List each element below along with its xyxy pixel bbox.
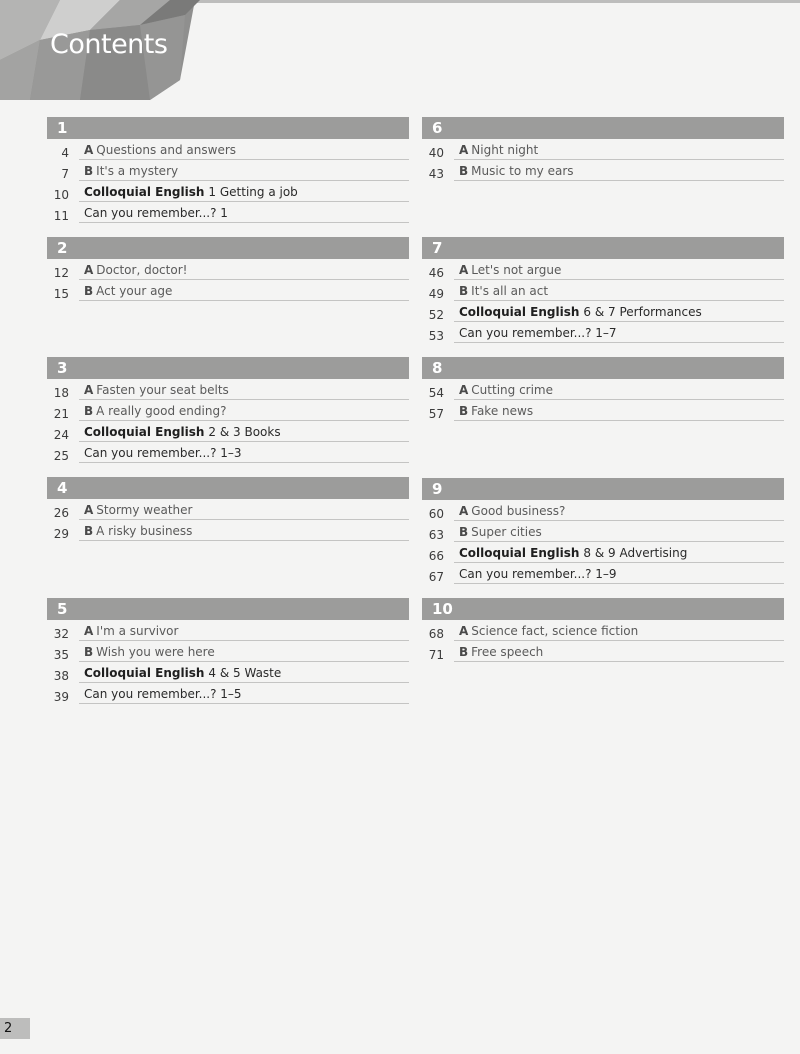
- lesson-letter: B: [84, 164, 94, 178]
- contents-row[interactable]: [422, 301, 784, 322]
- contents-row[interactable]: [422, 620, 784, 641]
- page-ref: 26: [53, 506, 69, 520]
- contents-row[interactable]: [47, 280, 409, 301]
- contents-row[interactable]: [47, 379, 409, 400]
- contents-row[interactable]: [47, 662, 409, 683]
- unit-number: 3: [47, 357, 409, 379]
- contents-row[interactable]: [47, 421, 409, 442]
- lesson-title: Music to my ears: [471, 164, 574, 178]
- page-ref: 43: [428, 167, 444, 181]
- unit-1: [47, 117, 409, 223]
- lesson-title: Fake news: [471, 404, 534, 418]
- contents-row[interactable]: [47, 202, 409, 223]
- lesson-title: Night night: [471, 143, 539, 157]
- lesson-letter: A: [459, 383, 469, 397]
- unit-6: [422, 117, 784, 181]
- page-ref: 12: [53, 266, 69, 280]
- contents-row[interactable]: [422, 400, 784, 421]
- lesson-title: A really good ending?: [96, 404, 227, 418]
- page-ref: 49: [428, 287, 444, 301]
- page-ref: 71: [428, 648, 444, 662]
- contents-row[interactable]: [47, 499, 409, 520]
- unit-number: 10: [422, 598, 784, 620]
- page-ref: 35: [53, 648, 69, 662]
- unit-3: [47, 357, 409, 463]
- page-ref: 39: [53, 690, 69, 704]
- unit-7: [422, 237, 784, 343]
- lesson-title: Can you remember...? 1–3: [79, 442, 409, 463]
- lesson-title: Can you remember...? 1–9: [454, 563, 784, 584]
- page-ref: 4: [61, 146, 69, 160]
- lesson-title: A risky business: [96, 524, 193, 538]
- contents-row[interactable]: [422, 542, 784, 563]
- unit-number: 1: [47, 117, 409, 139]
- lesson-title: 6 & 7 Performances: [583, 305, 702, 319]
- contents-row[interactable]: [422, 641, 784, 662]
- unit-8: [422, 357, 784, 421]
- page-ref: 38: [53, 669, 69, 683]
- unit-number: 8: [422, 357, 784, 379]
- lesson-title: I'm a survivor: [96, 624, 179, 638]
- lesson-letter: A: [84, 263, 94, 277]
- lesson-title: Fasten your seat belts: [96, 383, 229, 397]
- page-ref: 60: [428, 507, 444, 521]
- page-ref: 53: [428, 329, 444, 343]
- section-label: Colloquial English: [84, 185, 205, 199]
- page-ref: 46: [428, 266, 444, 280]
- section-label: Colloquial English: [459, 546, 580, 560]
- contents-row[interactable]: [47, 520, 409, 541]
- page-ref: 63: [428, 528, 444, 542]
- lesson-title: It's all an act: [471, 284, 549, 298]
- page-ref: 52: [428, 308, 444, 322]
- lesson-letter: B: [459, 284, 469, 298]
- section-label: Colloquial English: [84, 425, 205, 439]
- lesson-letter: B: [459, 525, 469, 539]
- lesson-letter: B: [459, 645, 469, 659]
- top-rule: [195, 0, 800, 3]
- lesson-title: 4 & 5 Waste: [208, 666, 282, 680]
- lesson-letter: A: [459, 263, 469, 277]
- unit-10: [422, 598, 784, 662]
- unit-9: [422, 478, 784, 584]
- page-ref: 54: [428, 386, 444, 400]
- lesson-letter: A: [84, 383, 94, 397]
- contents-row[interactable]: [422, 139, 784, 160]
- contents-row[interactable]: [422, 563, 784, 584]
- unit-5: [47, 598, 409, 704]
- lesson-letter: A: [459, 504, 469, 518]
- lesson-title: Can you remember...? 1: [79, 202, 409, 223]
- lesson-title: Doctor, doctor!: [96, 263, 188, 277]
- page-ref: 11: [53, 209, 69, 223]
- contents-row[interactable]: [47, 641, 409, 662]
- lesson-letter: A: [459, 624, 469, 638]
- page-ref: 29: [53, 527, 69, 541]
- unit-number: 2: [47, 237, 409, 259]
- lesson-letter: B: [84, 284, 94, 298]
- page-ref: 18: [53, 386, 69, 400]
- lesson-title: 2 & 3 Books: [208, 425, 281, 439]
- unit-number: 5: [47, 598, 409, 620]
- page-ref: 40: [428, 146, 444, 160]
- page-ref: 7: [61, 167, 69, 181]
- unit-number: 4: [47, 477, 409, 499]
- page-ref: 15: [53, 287, 69, 301]
- lesson-title: Stormy weather: [96, 503, 193, 517]
- page-ref: 25: [53, 449, 69, 463]
- unit-number: 7: [422, 237, 784, 259]
- unit-4: [47, 477, 409, 541]
- lesson-letter: A: [459, 143, 469, 157]
- page-title: Contents: [50, 29, 168, 60]
- page-ref: 24: [53, 428, 69, 442]
- contents-row[interactable]: [422, 500, 784, 521]
- lesson-letter: B: [84, 645, 94, 659]
- contents-row[interactable]: [422, 160, 784, 181]
- contents-row[interactable]: [47, 139, 409, 160]
- section-label: Colloquial English: [459, 305, 580, 319]
- lesson-title: Free speech: [471, 645, 544, 659]
- contents-row[interactable]: [422, 521, 784, 542]
- lesson-letter: A: [84, 143, 94, 157]
- lesson-letter: B: [84, 404, 94, 418]
- lesson-title: Act your age: [96, 284, 173, 298]
- lesson-title: Questions and answers: [96, 143, 237, 157]
- contents-row[interactable]: [47, 620, 409, 641]
- contents-row[interactable]: [47, 259, 409, 280]
- page-number: 2: [0, 1018, 30, 1039]
- page-ref: 66: [428, 549, 444, 563]
- section-label: Colloquial English: [84, 666, 205, 680]
- lesson-title: Can you remember...? 1–5: [79, 683, 409, 704]
- lesson-title: Let's not argue: [471, 263, 562, 277]
- lesson-letter: B: [84, 524, 94, 538]
- lesson-title: Good business?: [471, 504, 566, 518]
- lesson-title: 8 & 9 Advertising: [583, 546, 688, 560]
- lesson-title: Wish you were here: [96, 645, 215, 659]
- page-ref: 57: [428, 407, 444, 421]
- contents-row[interactable]: [422, 280, 784, 301]
- contents-row[interactable]: [47, 400, 409, 421]
- page-ref: 67: [428, 570, 444, 584]
- unit-2: [47, 237, 409, 301]
- lesson-title: Can you remember...? 1–7: [454, 322, 784, 343]
- unit-number: 9: [422, 478, 784, 500]
- page-ref: 10: [53, 188, 69, 202]
- unit-number: 6: [422, 117, 784, 139]
- lesson-title: Cutting crime: [471, 383, 553, 397]
- page-ref: 32: [53, 627, 69, 641]
- contents-row[interactable]: [47, 160, 409, 181]
- contents-row[interactable]: [47, 683, 409, 704]
- lesson-title: It's a mystery: [96, 164, 179, 178]
- page-ref: 21: [53, 407, 69, 421]
- lesson-letter: B: [459, 164, 469, 178]
- contents-row[interactable]: [47, 442, 409, 463]
- lesson-letter: B: [459, 404, 469, 418]
- lesson-letter: A: [84, 503, 94, 517]
- contents-row[interactable]: [422, 259, 784, 280]
- page-ref: 68: [428, 627, 444, 641]
- lesson-title: Super cities: [471, 525, 542, 539]
- contents-row[interactable]: [422, 379, 784, 400]
- lesson-letter: A: [84, 624, 94, 638]
- lesson-title: 1 Getting a job: [208, 185, 298, 199]
- contents-row[interactable]: [47, 181, 409, 202]
- lesson-title: Science fact, science fiction: [471, 624, 639, 638]
- contents-row[interactable]: [422, 322, 784, 343]
